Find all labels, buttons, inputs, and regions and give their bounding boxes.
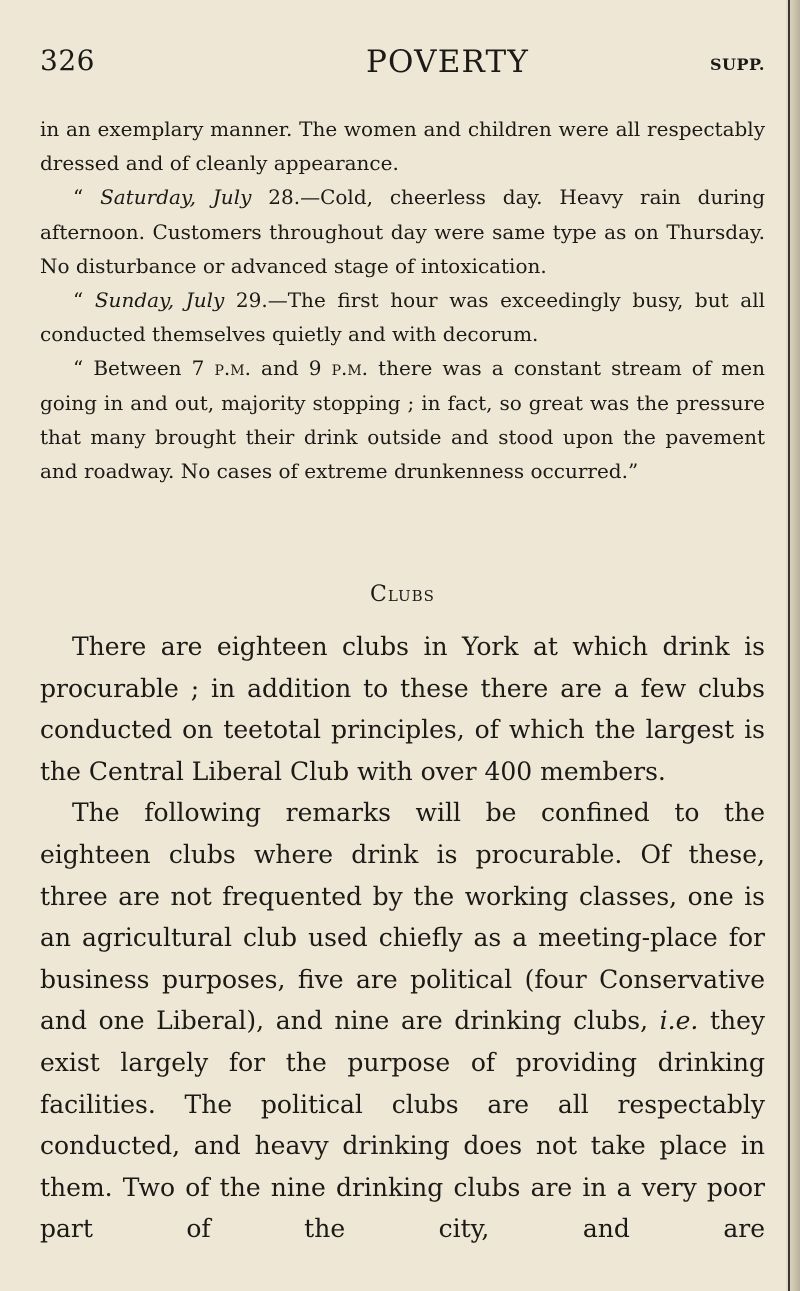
page-number: 326	[40, 44, 95, 77]
time-pm: p.m.	[214, 356, 251, 381]
paragraph-text: —Cold, cheerless day. Heavy rain during afternoon. Customers throughout day were same type as on Thursday. No disturbance or advanced stage of intoxication.	[40, 185, 765, 278]
paragraph-text: “ Between 7	[73, 356, 215, 381]
abbreviation-ie: i.e.	[659, 1006, 699, 1036]
paragraph-text: —The first hour was exceedingly busy, but all conducted themselves quietly and with decorum.	[40, 288, 765, 347]
paragraph-clubs-intro: There are eighteen clubs in York at which drink is procurable ; in addition to these there are a few clubs conducted on teetotal principles, of which the largest is the Central Liberal Club with over 400 members.	[40, 632, 765, 786]
date-saturday: Saturday, July	[100, 185, 252, 210]
paragraph-text: they exist largely for the purpose of providing drinking facilities. The political clubs are all respectably conducted, and heavy drinking does not take place in them. Two of the nine drinking clubs are in a very poor part of the city, and are	[40, 1006, 766, 1244]
day-number: 28.	[251, 185, 301, 210]
paragraph-text: The following remarks will be confined to the eighteen clubs where drink is procurable. Of these, three are not frequented by the working classes, one is an agricultural club used chiefly as a meeting-place for business purposes, five are political (four Conservative and one Liberal), and nine are drinking clubs,	[40, 798, 765, 1036]
paragraph-sunday	[40, 283, 765, 351]
quoted-report	[40, 112, 765, 488]
day-number: 29.	[224, 288, 268, 313]
paragraph-evening	[40, 351, 765, 488]
running-header	[40, 44, 765, 84]
paragraph-text: and 9	[250, 356, 332, 381]
section-marker: SUPP.	[710, 55, 765, 74]
open-quote: “	[73, 288, 95, 313]
clubs-section-body	[40, 626, 765, 1250]
open-quote: “	[73, 185, 101, 210]
section-heading: Clubs	[370, 582, 435, 607]
date-sunday: Sunday, July	[94, 288, 225, 313]
running-title: POVERTY	[366, 44, 530, 80]
paragraph-continuation: in an exemplary manner. The women and children were all respectably dressed and of cleanly appearance.	[40, 117, 765, 176]
paragraph-text: there was a constant stream of men going in and out, majority stopping ; in fact, so great was the pressure that many brought their drink outside and stood upon the pavement and roadway. No cases of extreme drunkenness occurred.”	[40, 356, 766, 484]
paragraph-saturday	[40, 180, 765, 283]
page-edge-line	[788, 0, 790, 1291]
time-pm: p.m.	[331, 356, 369, 381]
paragraph-clubs-remarks	[40, 792, 765, 1250]
